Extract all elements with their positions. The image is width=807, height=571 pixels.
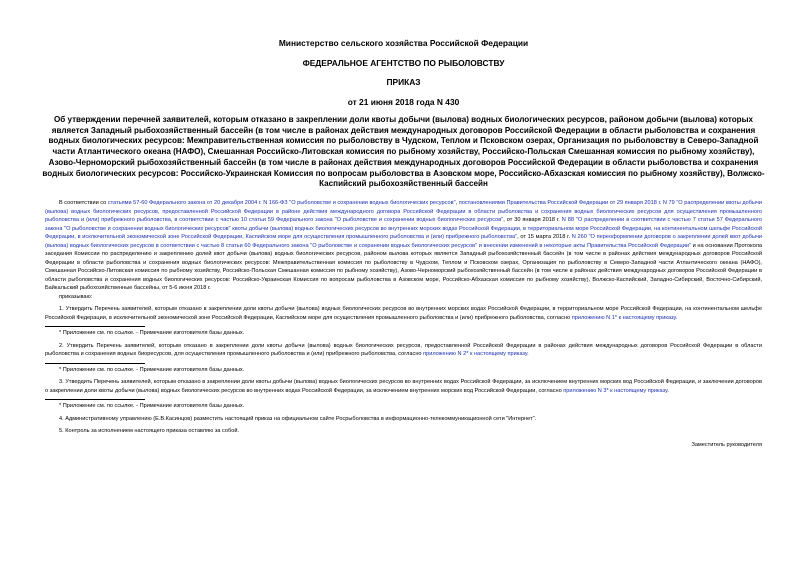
decree-260-link[interactable]: N 260 "О переоформлении договоров о закреплении долей квот добычи (вылова) водных биологических ресурсов в соответствии с частью 8 статьи 60 Федерального закона "О рыболовстве и сохранении водных биологических ресурсов" и внесении изменений в некоторые акты Правительства Российской Федерации"	[45, 234, 763, 249]
item-5: 5. Контроль за исполнением настоящего приказа оставляю за собой.	[59, 428, 240, 434]
footnote-divider-3	[45, 399, 145, 400]
appendix-1-link[interactable]: приложению N 1* к настоящему приказу	[571, 314, 676, 321]
appendix-3-link[interactable]: приложению N 3* к настоящему приказу	[563, 387, 668, 394]
document-title: Об утверждении перечней заявителей, которым отказано в закреплении доли квоты добычи (вылова) водных биологических ресурсов, районом добычи (вылова) которых является Западный рыбохозяйственный бассейн (в том числе в районах действия международных договоров Российской Федерации в области рыболовства и сохранения водных биологических ресурсов: Межправительственная комиссия по рыболовству в Чудском, Теплом и Псковском озерах, Организация по рыболовству в Северо-Западной части Атлантического океана (НАФО), Смешанная Российско-Литовская комиссия по рыбному хозяйству, Российско-Польская Смешанная комиссия по рыбному хозяйству), Азово-Черноморский рыбохозяйственный бассейн (в том числе в районах действия международных договоров Российской Федерации в области рыболовства и сохранения водных биологических ресурсов: Российско-Украинская Комиссия по вопросам рыболовства в Азовском море, Российско-Абхазская комиссия по рыбному хозяйству), Волжско-Каспийский рыбохозяйственный бассейн	[42, 115, 765, 189]
signature-position: Заместитель руководителя	[691, 441, 762, 448]
appendix-2-link[interactable]: приложению N 2* к настоящему приказу	[423, 351, 528, 357]
law-link[interactable]: статьями 57-60 Федерального закона от 20 декабря 2004 г. N 166-ФЗ "О рыболовстве и сохранении водных биологических ресурсов"	[107, 200, 456, 206]
footnote-divider-1	[45, 326, 145, 327]
preamble-text-4: , от 15 марта 2018 г.	[517, 234, 572, 240]
footnote-divider-2	[45, 363, 145, 364]
item-2-end: .	[527, 351, 529, 357]
item-2-text: 2. Утвердить Перечень заявителей, которым отказано в закреплении доли квоты добычи (вылова) водных биологических ресурсов, предоставленной Российской Федерации в районах действия международных договоров Российской Федерации в области рыболовства и сохранения водных биоресурсов, для осуществления промышленного рыболовства и (или) прибрежного рыболовства, согласно	[45, 342, 762, 357]
preamble-text-3: , от 30 января 2018 г.	[503, 217, 562, 223]
preamble-paragraph	[45, 199, 762, 293]
footnote-1: * Приложение см. по ссылке. - Примечание изготовителя базы данных.	[59, 330, 245, 336]
decree-79-link[interactable]: постановлениями Правительства Российской Федерации от 29 января 2018 г. N 79 "О распределении квоты добычи (вылова) водных биологических ресурсов, предоставленной Российской Федерации в районе действия международного договора Российской Федерации в области рыболовства и сохранения водных биологических ресурсов для осуществления промышленного рыболовства и (или) прибрежного рыболовства, в соответствии с частью 10 статьи 59 Федерального закона "О рыболовстве и сохранении водных биологических ресурсов"	[45, 200, 762, 223]
item-3-text: 3. Утвердить Перечень заявителей, которым отказано в закреплении доли квоты добычи (вылова) водных биологических ресурсов во внутренних водах Российской Федерации, за исключением внутренних морских вод Российской Федерации, и заключении договоров о закреплении доли квоты добычи (вылова) водных биологических ресурсов во внутренних водах Российской Федерации, за исключением внутренних морских вод Российской Федерации, согласно	[45, 379, 762, 394]
preamble-text-2: ,	[455, 200, 459, 206]
ministry-name: Министерство сельского хозяйства Российской Федерации	[278, 38, 529, 48]
decree-88-link[interactable]: N 88 "О распределении в соответствии с частью 7 статьи 57 Федерального закона "О рыболовстве и сохранении водных биологических ресурсов" квоты добычи (вылова) водных биологических ресурсов во внутренних морских водах Российской Федерации, в территориальном море Российской Федерации, на континентальном шельфе Российской Федерации, в исключительной экономической зоне Российской Федерации, Каспийском море для осуществления промышленного рыболовства и (или) прибрежного рыболовства"	[45, 217, 762, 240]
item-4: 4. Административному управлению (Е.В.Касинцов) разместить настоящий приказ на официальном сайте Росрыболовства в информационно-телекоммуникационной сети "Интернет".	[59, 415, 537, 422]
item-1	[45, 305, 762, 322]
preamble-text-5: и на основании Протокола заседания Комиссии по распределению и закреплению долей квот добычи (вылова) водных биологических ресурсов, районом вылова которых является Западный рыбохозяйственный бассейн (в том числе в районах действия международных договоров Российской Федерации в области рыболовства и сохранения водных биологических ресурсов: Межправительственная комиссия по рыболовству в Чудском, Теплом и Псковском озерах, Организация по рыболовству в Северо-Западной части Атлантического океана (НАФО), Смешанная Российско-Литовская комиссия по рыбному хозяйству, Российско-Польская Смешанная комиссия по рыбному хозяйству), Азово-Черноморский рыбохозяйственный бассейн (в том числе в районах действия международных договоров Российской Федерации в области рыболовства и сохранения водных биологических ресурсов: Российско-Украинская Комиссия по вопросам рыболовства в Азовском море, Российско-Абхазская комиссия по рыбному хозяйству), Волжско-Каспийский, Западно-Сибирский, Восточно-Сибирский, Байкальский рыбохозяйственные бассейны, от 5-6 июня 2018 г.	[45, 242, 762, 291]
item-2	[45, 342, 762, 359]
item-3	[45, 378, 762, 395]
document-date: от 21 июня 2018 года N 430	[347, 97, 460, 107]
item-3-end: .	[667, 387, 669, 394]
order-word: приказываю:	[59, 293, 93, 300]
agency-name: ФЕДЕРАЛЬНОЕ АГЕНТСТВО ПО РЫБОЛОВСТВУ	[302, 58, 505, 68]
item-1-end: .	[675, 314, 678, 321]
preamble-text-1: В соответствии со	[59, 200, 108, 206]
item-1-text: 1. Утвердить Перечень заявителей, которым отказано в закреплении доли квоты добычи (вылова) водных биологических ресурсов во внутренних морских водах Российской Федерации, в территориальном море Российской Федерации, на континентальном шельфе Российской Федерации, в исключительной экономической зоне Российской Федерации, Каспийском море для осуществления промышленного рыболовства и (или) прибрежного рыболовства, согласно	[45, 306, 762, 321]
footnote-3: * Приложение см. по ссылке. - Примечание изготовителя базы данных.	[59, 403, 245, 409]
document-type: ПРИКАЗ	[386, 77, 421, 87]
footnote-2: * Приложение см. по ссылке. - Примечание изготовителя базы данных.	[59, 366, 245, 373]
document-body	[45, 199, 762, 449]
